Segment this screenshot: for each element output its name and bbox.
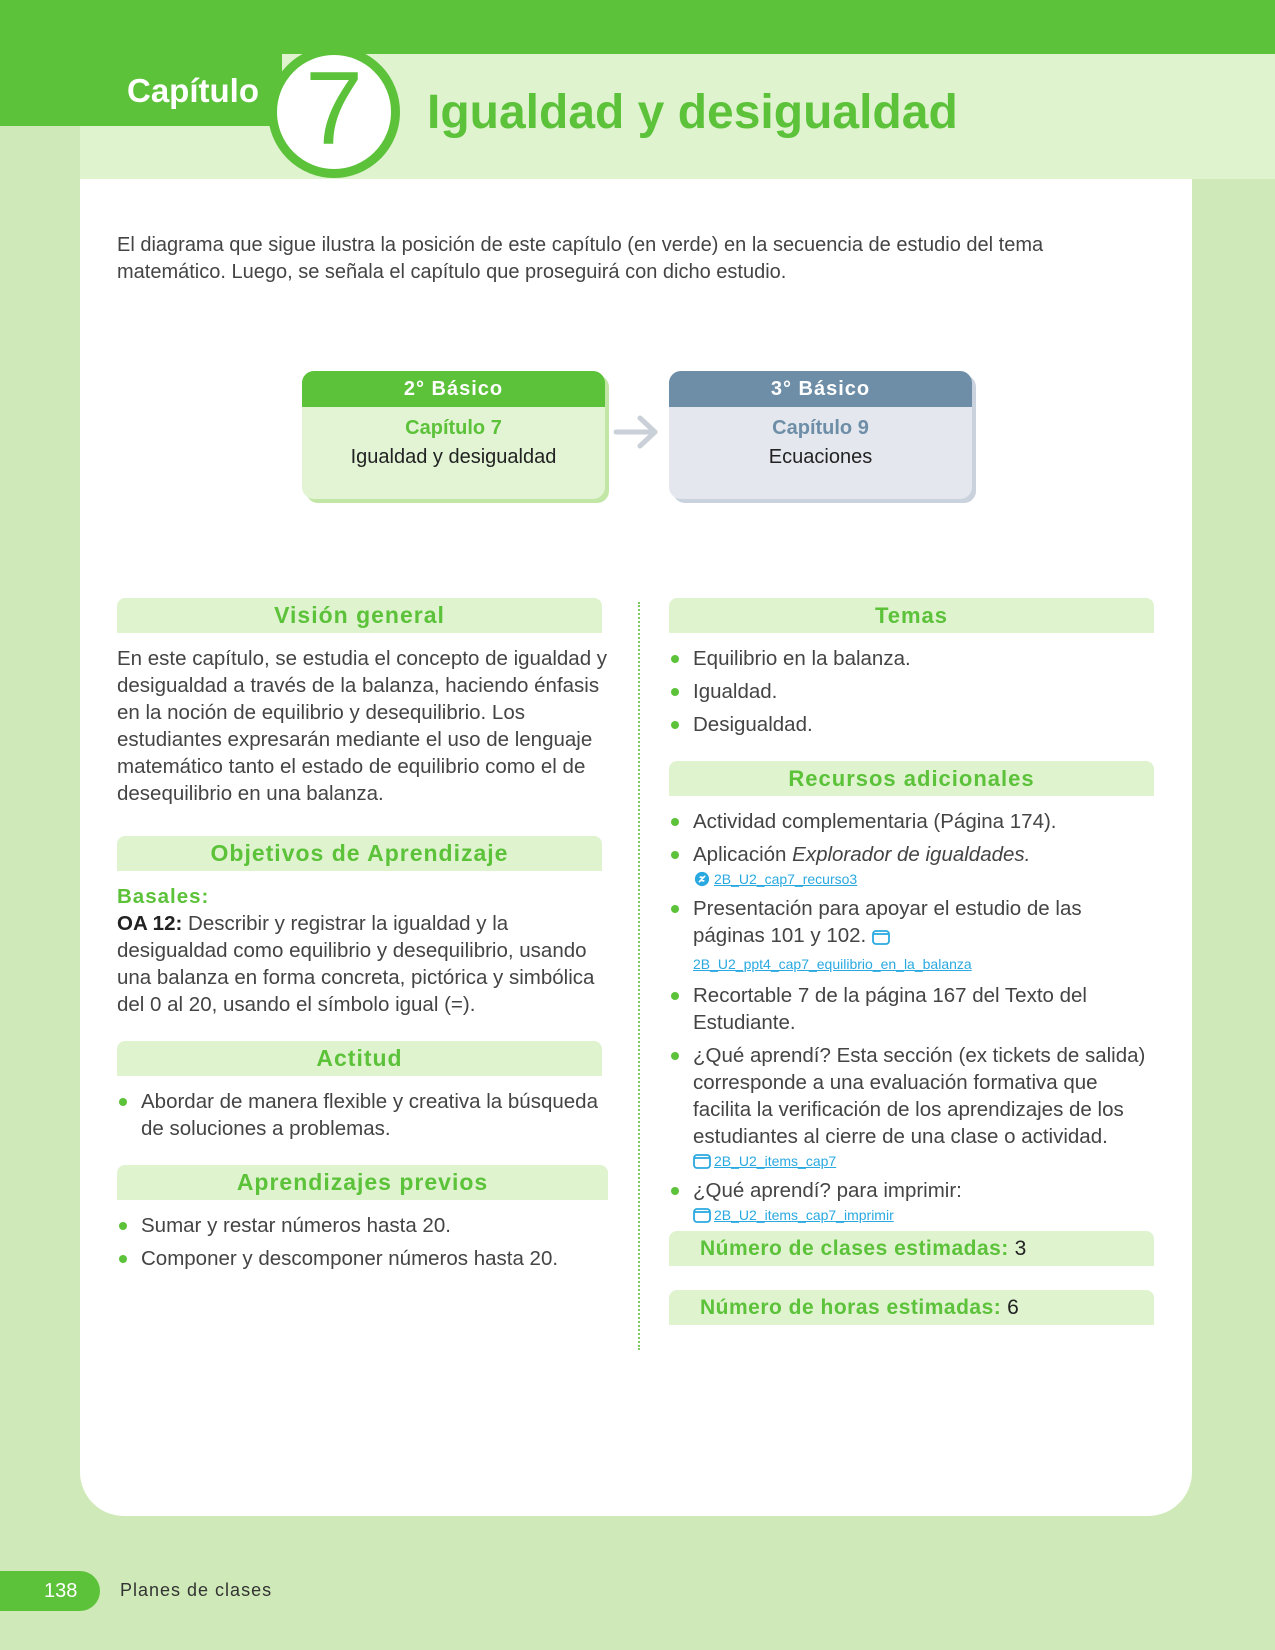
recursos-heading: Recursos adicionales (669, 761, 1154, 796)
recurso-text: Presentación para apoyar el estudio de las páginas 101 y 102. (693, 897, 1082, 947)
chapter-word: Capítulo (127, 72, 259, 109)
folder-icon (872, 929, 890, 945)
page-title: Igualdad y desigualdad (427, 86, 958, 139)
objetivos-heading: Objetivos de Aprendizaje (117, 836, 602, 871)
list-item: Equilibrio en la balanza. (669, 645, 1159, 672)
previos-heading: Aprendizajes previos (117, 1165, 608, 1200)
list-item (669, 1177, 1159, 1225)
horas-estimadas (669, 1290, 1154, 1325)
oa-text: Describir y registrar la igualdad y la desigualdad como equilibrio y desequilibrio, usando una balanza en forma concreta, pictórica y simbólica del 0 al 20, usando el símbolo igual (=). (117, 912, 595, 1016)
top-band (0, 0, 1275, 54)
items-imprimir-link[interactable] (693, 1205, 1159, 1225)
next-grade: 3° Básico (669, 371, 972, 407)
footer-text: Planes de clases (120, 1580, 273, 1600)
horas-value: 6 (1007, 1296, 1019, 1319)
current-chapter: Capítulo 7 (405, 417, 502, 439)
column-divider (638, 602, 640, 1350)
arrow-right-icon (612, 412, 662, 452)
current-grade: 2° Básico (302, 371, 605, 407)
actitud-list (117, 1088, 612, 1148)
oa-item (117, 910, 612, 1018)
oa-code: OA 12: (117, 912, 183, 935)
items-imprimir-link-text: 2B_U2_items_cap7_imprimir (714, 1207, 894, 1223)
clases-value: 3 (1014, 1237, 1027, 1260)
current-chapter-name: Igualdad y desigualdad (350, 446, 557, 468)
horas-label: Número de horas estimadas: (700, 1296, 1002, 1319)
list-item (669, 841, 1159, 889)
basales-label: Basales: (117, 885, 210, 908)
recurso-text: ¿Qué aprendí? para imprimir: (693, 1179, 962, 1202)
folder-icon (693, 1207, 711, 1223)
recurso-app-name: Explorador de igualdades. (792, 843, 1031, 866)
actitud-heading: Actitud (117, 1041, 602, 1076)
items-link-text: 2B_U2_items_cap7 (714, 1153, 837, 1169)
next-chapter: Capítulo 9 (772, 417, 869, 439)
clases-label: Número de clases estimadas: (700, 1237, 1009, 1260)
list-item (669, 895, 1159, 976)
recurso3-link-text: 2B_U2_cap7_recurso3 (714, 871, 858, 887)
intro-text: El diagrama que sigue ilustra la posición de este capítulo (en verde) en la secuencia de estudio del tema matemático. Luego, se señala el capítulo que proseguirá con dicho estudio. (117, 234, 1044, 283)
recursos-list (669, 808, 1159, 1231)
temas-list (669, 645, 1159, 744)
link-icon (693, 871, 711, 887)
temas-heading: Temas (669, 598, 1154, 633)
next-chapter-name: Ecuaciones (768, 446, 873, 468)
recurso3-link[interactable] (693, 869, 1159, 889)
folder-icon (693, 1153, 711, 1169)
objetivos-text (117, 883, 612, 1018)
items-link[interactable] (693, 1151, 1159, 1171)
vision-text: En este capítulo, se estudia el concepto de igualdad y desigualdad a través de la balanza, haciendo énfasis en la noción de equilibrio y desequilibrio. Los estudiantes expresarán mediante el uso de lenguaje matemático tanto el estado de equilibrio como el de desequilibrio en una balanza. (117, 647, 608, 805)
list-item: Abordar de manera flexible y creativa la búsqueda de soluciones a problemas. (117, 1088, 612, 1142)
list-item: Componer y descomponer números hasta 20. (117, 1245, 612, 1272)
page-number: 138 (0, 1571, 100, 1611)
clases-estimadas (669, 1231, 1154, 1266)
list-item (669, 1042, 1159, 1171)
current-chapter-box (302, 371, 605, 499)
recurso-text: ¿Qué aprendí? Esta sección (ex tickets de salida) corresponde a una evaluación formativa que facilita la verificación de los aprendizajes de los estudiantes al cierre de una clase o actividad. (693, 1044, 1146, 1148)
list-item: Actividad complementaria (Página 174). (669, 808, 1159, 835)
ppt-link-text: 2B_U2_ppt4_cap7_equilibrio_en_la_balanza (693, 956, 972, 972)
list-item: Recortable 7 de la página 167 del Texto del Estudiante. (669, 982, 1159, 1036)
recurso-text: Aplicación (693, 843, 787, 866)
vision-heading: Visión general (117, 598, 602, 633)
list-item: Igualdad. (669, 678, 1159, 705)
list-item: Sumar y restar números hasta 20. (117, 1212, 612, 1239)
next-chapter-box (669, 371, 972, 499)
chapter-number: 7 (268, 46, 400, 178)
previos-list (117, 1212, 612, 1278)
list-item: Desigualdad. (669, 711, 1159, 738)
